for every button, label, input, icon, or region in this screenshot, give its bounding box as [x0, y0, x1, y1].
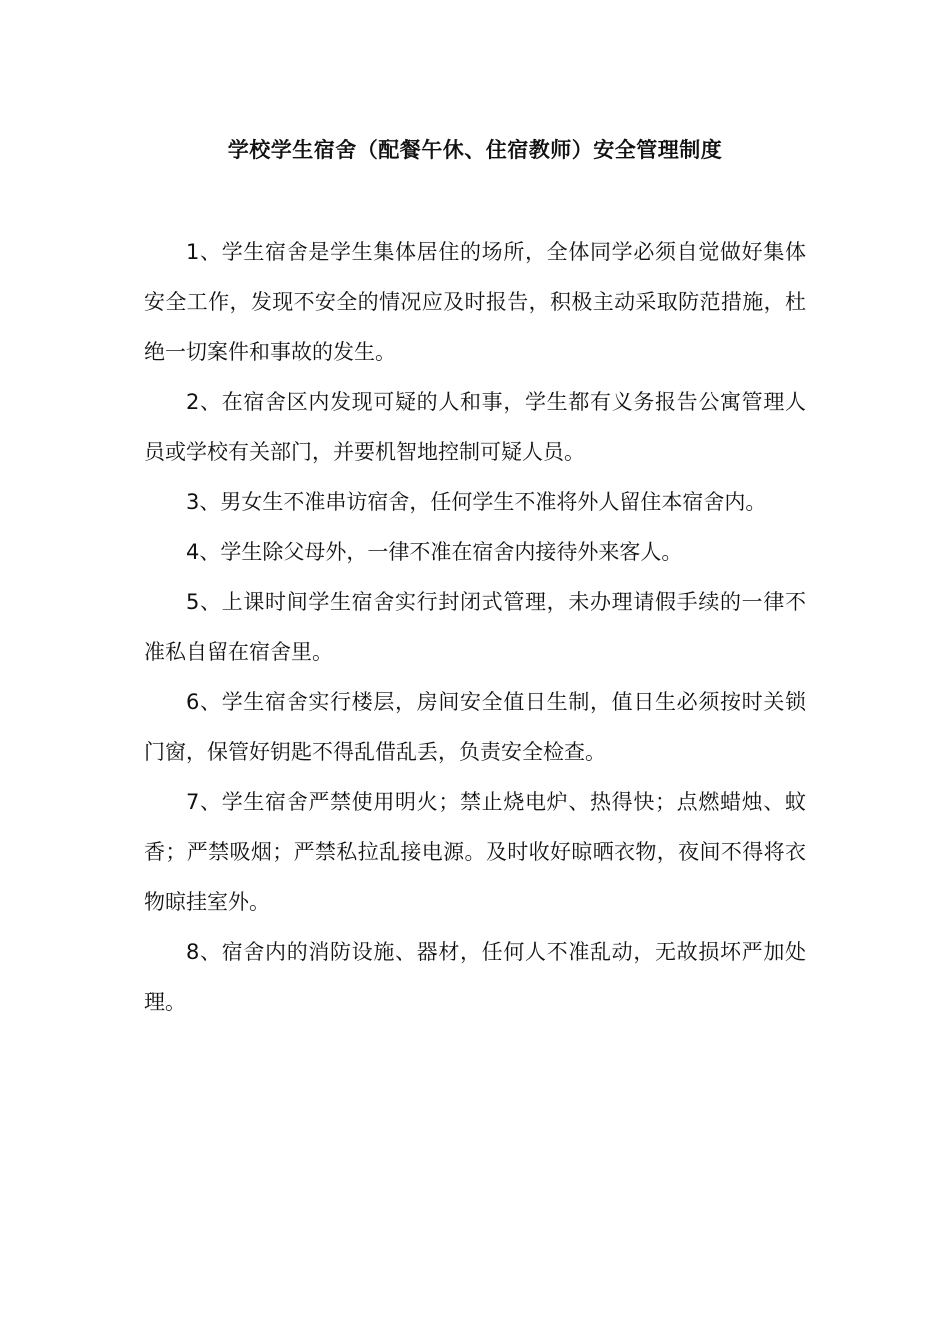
document-body — [144, 227, 806, 1027]
rule-paragraph-7: 7、学生宿舍严禁使用明火；禁止烧电炉、热得快；点燃蜡烛、蚊香；严禁吸烟；严禁私拉乱接电源。及时收好晾晒衣物，夜间不得将衣物晾挂室外。 — [144, 790, 806, 914]
rule-paragraph-2: 2、在宿舍区内发现可疑的人和事，学生都有义务报告公寓管理人员或学校有关部门，并要机智地控制可疑人员。 — [144, 390, 806, 464]
rule-paragraph-1: 1、学生宿舍是学生集体居住的场所，全体同学必须自觉做好集体安全工作，发现不安全的情况应及时报告，积极主动采取防范措施，杜绝一切案件和事故的发生。 — [144, 240, 806, 364]
rule-paragraph-5: 5、上课时间学生宿舍实行封闭式管理，未办理请假手续的一律不准私自留在宿舍里。 — [144, 590, 806, 664]
document-title: 学校学生宿舍（配餐午休、住宿教师）安全管理制度 — [227, 138, 723, 162]
rule-paragraph-4: 4、学生除父母外，一律不准在宿舍内接待外来客人。 — [186, 540, 683, 564]
rule-paragraph-8: 8、宿舍内的消防设施、器材，任何人不准乱动，无故损坏严加处理。 — [144, 940, 806, 1014]
rule-paragraph-3: 3、男女生不准串访宿舍，任何学生不准将外人留住本宿舍内。 — [186, 490, 767, 514]
rule-paragraph-6: 6、学生宿舍实行楼层，房间安全值日生制，值日生必须按时关锁门窗，保管好钥匙不得乱借乱丢，负责安全检查。 — [144, 690, 806, 764]
